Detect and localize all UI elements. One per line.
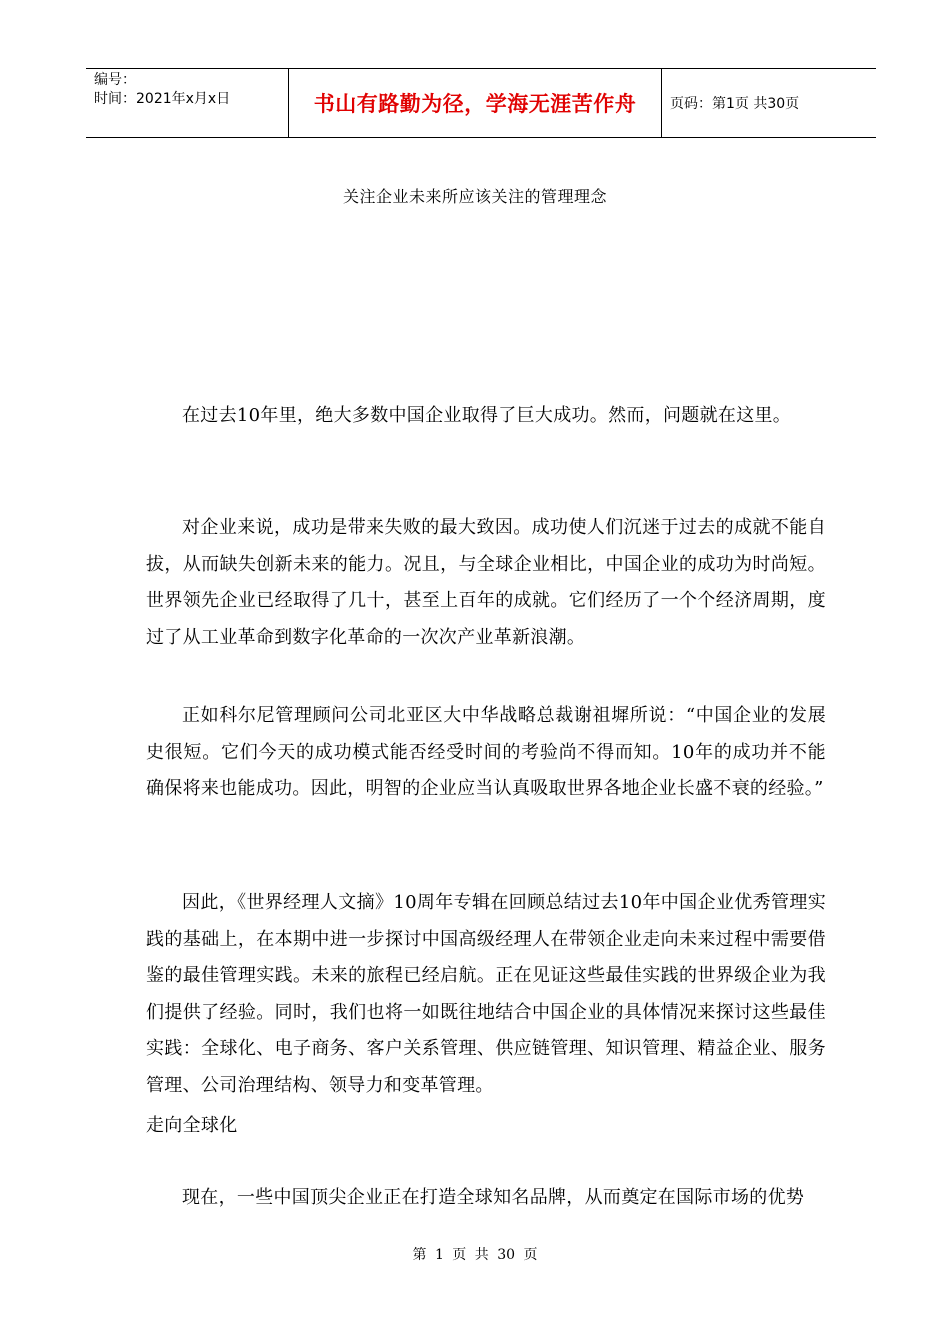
header-motto: 书山有路勤为径，学海无涯苦作舟 <box>313 92 637 116</box>
time-label: 时间：2021年x月x日 <box>94 91 231 107</box>
header-motto-cell <box>288 69 662 137</box>
header-page-cell <box>662 69 876 137</box>
section-heading-globalization: 走向全球化 <box>146 1115 238 1136</box>
paragraph-success: 对企业来说，成功是带来失败的最大致因。成功使人们沉迷于过去的成就不能自拔，从而缺失创新未来的能力。况且，与全球企业相比，中国企业的成功为时尚短。世界领先企业已经取得了几十，甚至上百年的成就。它们经历了一个个经济周期，度过了从工业革命到数字化革命的一次次产业革新浪潮。 <box>146 517 826 648</box>
header-page-number: 页码：第1页 共30页 <box>670 96 800 112</box>
paragraph-quote: 正如科尔尼管理顾问公司北亚区大中华战略总裁谢祖墀所说：“中国企业的发展史很短。它们今天的成功模式能否经受时间的考验尚不得而知。10年的成功并不能确保将来也能成功。因此，明智的企业应当认真吸取世界各地企业长盛不衰的经验。” <box>146 705 826 799</box>
header-info-cell <box>86 69 288 137</box>
paragraph-intro: 在过去10年里，绝大多数中国企业取得了巨大成功。然而，问题就在这里。 <box>182 405 792 426</box>
paragraph-globalization: 现在，一些中国顶尖企业正在打造全球知名品牌，从而奠定在国际市场的优势 <box>182 1187 805 1208</box>
page-footer: 第 1 页 共 30 页 <box>412 1247 538 1263</box>
page-header-table <box>86 68 876 138</box>
serial-number-label: 编号： <box>94 72 136 88</box>
document-title: 关注企业未来所应该关注的管理理念 <box>342 187 607 206</box>
paragraph-special-issue: 因此，《世界经理人文摘》10周年专辑在回顾总结过去10年中国企业优秀管理实践的基础上，在本期中进一步探讨中国高级经理人在带领企业走向未来过程中需要借鉴的最佳管理实践。未来的旅程已经启航。正在见证这些最佳实践的世界级企业为我们提供了经验。同时，我们也将一如既往地结合中国企业的具体情况来探讨这些最佳实践：全球化、电子商务、客户关系管理、供应链管理、知识管理、精益企业、服务管理、公司治理结构、领导力和变革管理。 <box>146 892 826 1096</box>
